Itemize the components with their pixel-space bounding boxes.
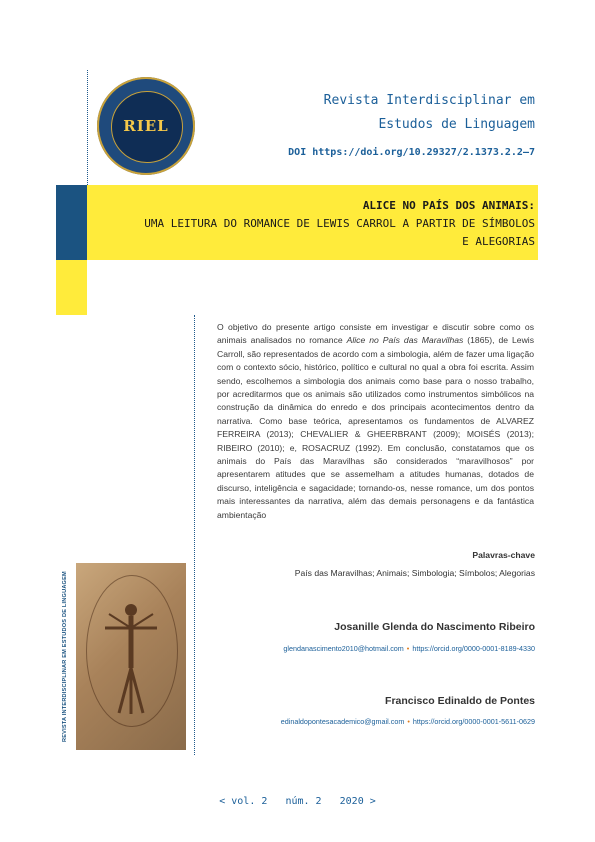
bullet-icon: • — [407, 717, 410, 726]
abstract — [217, 321, 534, 522]
author-name-2: Francisco Edinaldo de Pontes — [385, 695, 535, 707]
title-band-accent-yellow — [56, 260, 87, 315]
keywords-list: País das Maravilhas; Animais; Simbologia; Símbolos; Alegorias — [294, 568, 535, 578]
logo-text: RIEL — [123, 117, 169, 135]
dotted-guide-mid — [194, 315, 195, 755]
article-title-line-2: UMA LEITURA DO ROMANCE DE LEWIS CARROL A PARTIR DE SÍMBOLOS — [144, 217, 535, 230]
author-email-1[interactable]: glendanascimento2010@hotmail.com — [283, 644, 404, 653]
author-contact-1 — [283, 644, 535, 653]
journal-title-line-1: Revista Interdisciplinar em — [323, 93, 535, 108]
journal-side-title: REVISTA INTERDISCIPLINAR EM ESTUDOS DE LINGUAGEM — [62, 571, 68, 742]
article-title — [144, 197, 535, 251]
bullet-icon: • — [406, 644, 410, 653]
journal-cover-image — [76, 563, 186, 750]
abstract-part-2: (1865), de Lewis Carroll, são representados de acordo com a simbologia, além de fazer uma ligação com o contexto sócio, histórico, político e cultural no qual a obra foi escrita. Assim sendo, escolhemos a simbologia dos animais como base para o nosso trabalho, por acreditarmos que os animais são utilizados como instrumentos simbólicos na construção da dinâmica do enredo e dos principais acontecimentos dentro da narrativa. Como base teórica, apresentamos os fundamentos de ALVAREZ FERREIRA (2013); CHEVALIER & GHEERBRANT (2009); MOISÉS (2013); RIBEIRO (2010); e, ROSACRUZ (1992). Em conclusão, constatamos que os animais do País das Maravilhas são considerados “maravilhosos” por apresentarem atitudes que se assemelham a atitudes humanas, dotados de discurso, inteligência e sagacidade; tornando-os, nesse romance, um dos pontos mais interessantes da narrativa, além das demais personagens e da fantástica ambientação — [217, 335, 535, 520]
abstract-part-1: O objetivo do presente artigo consiste em investigar e discutir sobre como os animais analisados no romance — [217, 322, 534, 346]
journal-title-line-2: Estudos de Linguagem — [378, 117, 535, 132]
author-orcid-2[interactable]: https://orcid.org/0000-0001-5611-0629 — [412, 717, 535, 726]
author-email-2[interactable]: edinaldopontesacademico@gmail.com — [280, 717, 405, 726]
author-orcid-1[interactable]: https://orcid.org/0000-0001-8189-4330 — [412, 644, 535, 653]
vitruvian-figure-icon — [101, 588, 161, 728]
abstract-book-title: Alice no País das Maravilhas — [346, 335, 464, 346]
keywords-heading: Palavras-chave — [472, 550, 535, 560]
article-title-line-3: E ALEGORIAS — [462, 235, 535, 248]
journal-title — [324, 89, 535, 137]
author-name-1: Josanille Glenda do Nascimento Ribeiro — [334, 621, 535, 633]
journal-logo — [97, 77, 195, 175]
author-contact-2 — [281, 717, 535, 726]
article-title-line-1: ALICE NO PAÍS DOS ANIMAIS: — [362, 199, 535, 212]
dotted-guide-left — [87, 70, 88, 185]
doi-link[interactable]: DOI https://doi.org/10.29327/2.1373.2.2–7 — [288, 147, 535, 158]
title-band-accent-blue — [56, 185, 87, 260]
issue-footer: < vol. 2 núm. 2 2020 > — [219, 796, 376, 807]
